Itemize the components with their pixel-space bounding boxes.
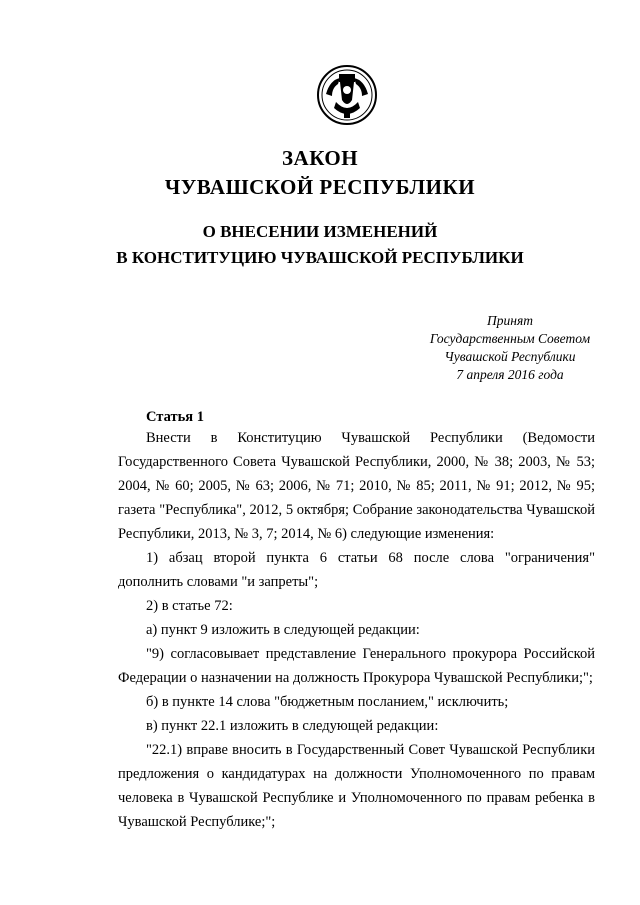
article-body (118, 426, 595, 834)
chuvash-coat-of-arms-icon (316, 64, 378, 126)
adoption-date: 7 апреля 2016 года (456, 367, 564, 382)
adoption-line-1: Принят (487, 313, 533, 328)
paragraph: Внести в Конституцию Чувашской Республики (Ведомости Государственного Совета Чувашской Республики, 2000, № 38; 2003, № 53; 2004, № 60; 2005, № 63; 2006, № 71; 2010, № 85; 2011, № 91; 2012, № 95; газета "Республика", 2012, 5 октября; Собрание законодательства Чувашской Республики, 2013, № 3, 7; 2014, № 6) следующие изменения: (118, 430, 595, 542)
paragraph: а) пункт 9 изложить в следующей редакции: (146, 622, 420, 638)
adoption-line-2: Государственным Советом (429, 331, 591, 346)
paragraph: "22.1) вправе вносить в Государственный Совет Чувашской Республики предложения о кандидатурах на должности Уполномоченного по правам человека в Чувашской Республике и Уполномоченного по правам ребенка в Чувашской Республике;"; (118, 742, 595, 830)
paragraph: в) пункт 22.1 изложить в следующей редакции: (146, 718, 439, 734)
republic-label: ЧУВАШСКОЙ РЕСПУБЛИКИ (164, 175, 476, 199)
adoption-line-3: Чувашской Республики (444, 349, 576, 364)
paragraph: 2) в статье 72: (146, 598, 233, 614)
subject-line-2: В КОНСТИТУЦИЮ ЧУВАШСКОЙ РЕСПУБЛИКИ (116, 248, 524, 267)
subject-line-1: О ВНЕСЕНИИ ИЗМЕНЕНИЙ (202, 222, 438, 241)
paragraph: б) в пункте 14 слова "бюджетным посланием," исключить; (146, 694, 509, 710)
law-label: ЗАКОН (281, 146, 359, 170)
coat-of-arms-emblem (316, 64, 378, 126)
adoption-info (410, 312, 610, 384)
paragraph: "9) согласовывает представление Генерального прокурора Российской Федерации о назначении на должность Прокурора Чувашской Республики;"; (118, 646, 595, 686)
paragraph: 1) абзац второй пункта 6 статьи 68 после слова "ограничения" дополнить словами "и запреты"; (118, 550, 595, 590)
article-heading: Статья 1 (146, 409, 204, 425)
